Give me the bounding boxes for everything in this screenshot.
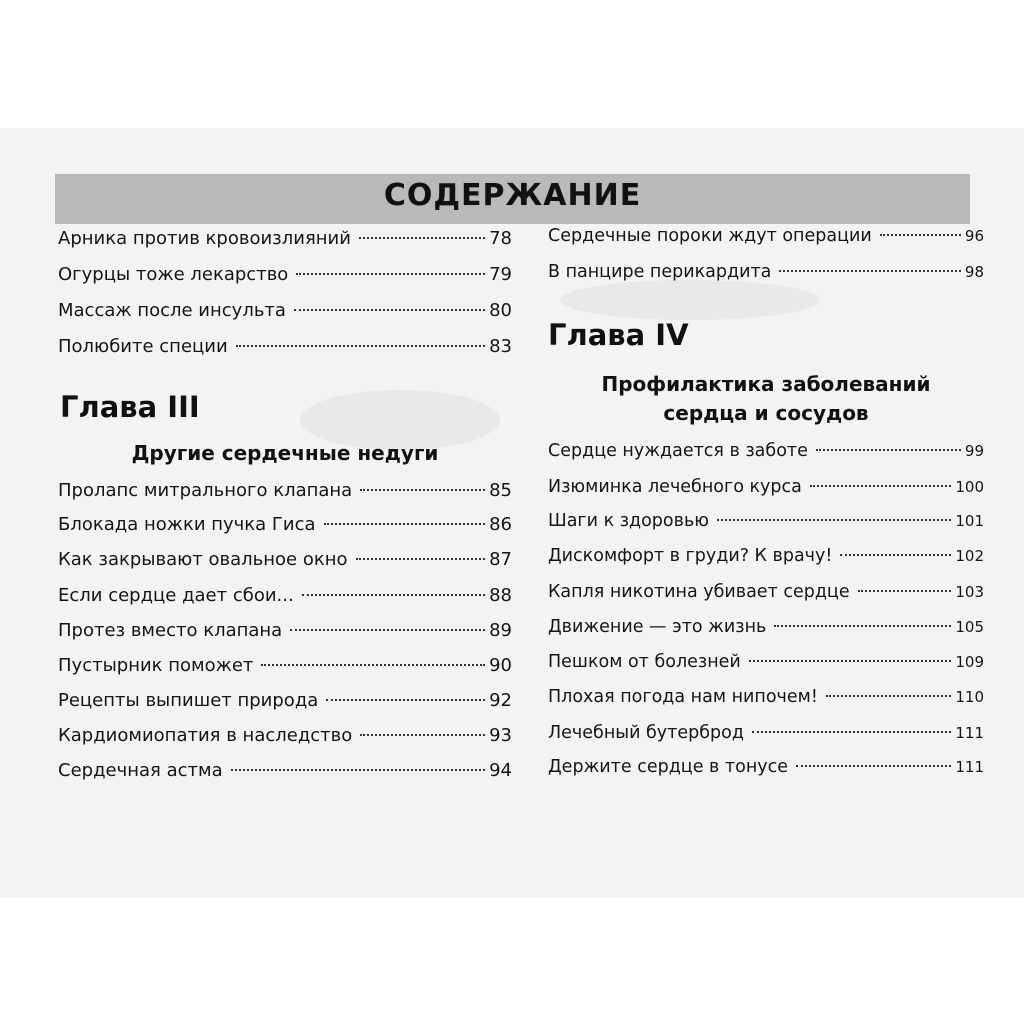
entry-page: 100: [955, 478, 984, 496]
toc-entry: [548, 757, 984, 791]
dot-leader: [296, 273, 485, 275]
entry-page: 90: [489, 655, 512, 676]
dot-leader: [290, 629, 485, 631]
entry-title: Сердечные пороки ждут операции: [548, 226, 872, 246]
dot-leader: [816, 449, 961, 451]
dot-leader: [858, 590, 952, 592]
entry-page: 111: [955, 724, 984, 742]
dot-leader: [294, 309, 485, 311]
entry-title: Если сердце дает сбои...: [58, 585, 294, 606]
entry-title: В панцире перикардита: [548, 262, 772, 282]
dot-leader: [717, 519, 951, 521]
entry-page: 105: [955, 618, 984, 636]
entry-title: Плохая погода нам нипочем!: [548, 687, 818, 707]
toc-entry: [548, 652, 984, 686]
entry-page: 83: [489, 336, 512, 357]
dot-leader: [324, 523, 486, 525]
toc-entry: [548, 582, 984, 616]
toc-entry: [58, 549, 512, 583]
dot-leader: [779, 270, 961, 272]
entry-page: 102: [955, 547, 984, 565]
toc-entry: [58, 336, 512, 370]
toc-entry: [58, 620, 512, 654]
dot-leader: [880, 234, 961, 236]
entry-title: Капля никотина убивает сердце: [548, 582, 850, 602]
entry-page: 87: [489, 549, 512, 570]
entry-title: Полюбите специи: [58, 336, 228, 357]
entry-page: 78: [489, 228, 512, 249]
chapter-subtitle: Другие сердечные недуги: [131, 441, 439, 465]
entry-title: Пешком от болезней: [548, 652, 741, 672]
toc-entry: [548, 723, 984, 757]
entry-page: 92: [489, 690, 512, 711]
dot-leader: [326, 699, 485, 701]
toc-entry: [58, 760, 512, 794]
entry-page: 88: [489, 585, 512, 606]
toc-entry: [58, 264, 512, 298]
toc-entry: [548, 687, 984, 721]
entry-page: 80: [489, 300, 512, 321]
chapter-heading: Глава IV: [548, 318, 689, 352]
entry-title: Шаги к здоровью: [548, 511, 709, 531]
toc-entry: [548, 226, 984, 260]
chapter-subtitle-line2: сердца и сосудов: [663, 401, 869, 425]
entry-page: 89: [489, 620, 512, 641]
entry-title: Протез вместо клапана: [58, 620, 283, 641]
entry-title: Рецепты выпишет природа: [58, 690, 319, 711]
dot-leader: [826, 695, 951, 697]
dot-leader: [360, 734, 485, 736]
entry-title: Лечебный бутерброд: [548, 723, 744, 743]
entry-page: 93: [489, 725, 512, 746]
dot-leader: [236, 345, 485, 347]
toc-entry: [548, 262, 984, 296]
dot-leader: [749, 660, 952, 662]
entry-title: Сердечная астма: [58, 760, 223, 781]
toc-entry: [548, 477, 984, 511]
dot-leader: [796, 765, 951, 767]
dot-leader: [360, 489, 485, 491]
entry-title: Массаж после инсульта: [58, 300, 286, 321]
toc-entry: [548, 546, 984, 580]
dot-leader: [752, 731, 951, 733]
toc-entry: [548, 617, 984, 651]
entry-page: 85: [489, 480, 512, 501]
entry-page: 109: [955, 653, 984, 671]
dot-leader: [356, 558, 486, 560]
entry-title: Арника против кровоизлияний: [58, 228, 351, 249]
toc-entry: [58, 690, 512, 724]
entry-page: 110: [955, 688, 984, 706]
dot-leader: [359, 237, 485, 239]
toc-entry: [58, 228, 512, 262]
dot-leader: [810, 485, 952, 487]
chapter-subtitle-line1: Профилактика заболеваний: [601, 372, 931, 396]
entry-page: 79: [489, 264, 512, 285]
dot-leader: [774, 625, 951, 627]
entry-page: 111: [955, 758, 984, 776]
contents-title: СОДЕРЖАНИЕ: [383, 178, 642, 213]
entry-page: 86: [489, 514, 512, 535]
toc-entry: [58, 480, 512, 514]
dot-leader: [302, 594, 485, 596]
entry-title: Как закрывают овальное окно: [58, 549, 348, 570]
entry-title: Изюминка лечебного курса: [548, 477, 802, 497]
chapter-heading: Глава III: [60, 390, 200, 424]
entry-page: 96: [964, 227, 984, 245]
entry-title: Держите сердце в тонусе: [548, 757, 789, 777]
entry-title: Пролапс митрального клапана: [58, 480, 353, 501]
entry-title: Сердце нуждается в заботе: [548, 441, 808, 461]
entry-page: 101: [955, 512, 984, 530]
entry-page: 98: [964, 263, 984, 281]
toc-entry: [58, 725, 512, 759]
toc-entry: [58, 300, 512, 334]
entry-title: Огурцы тоже лекарство: [58, 264, 289, 285]
contents-header: [55, 174, 970, 224]
toc-entry: [58, 585, 512, 619]
entry-page: 103: [955, 583, 984, 601]
entry-title: Блокада ножки пучка Гиса: [58, 514, 316, 535]
entry-page: 99: [964, 442, 984, 460]
entry-page: 94: [489, 760, 512, 781]
toc-entry: [58, 514, 512, 548]
entry-title: Кардиомиопатия в наследство: [58, 725, 353, 746]
entry-title: Движение — это жизнь: [548, 617, 767, 637]
entry-title: Пустырник поможет: [58, 655, 254, 676]
toc-entry: [548, 441, 984, 475]
dot-leader: [231, 769, 486, 771]
dot-leader: [840, 554, 951, 556]
entry-title: Дискомфорт в груди? К врачу!: [548, 546, 833, 566]
dot-leader: [261, 664, 485, 666]
toc-entry: [548, 511, 984, 545]
toc-entry: [58, 655, 512, 689]
